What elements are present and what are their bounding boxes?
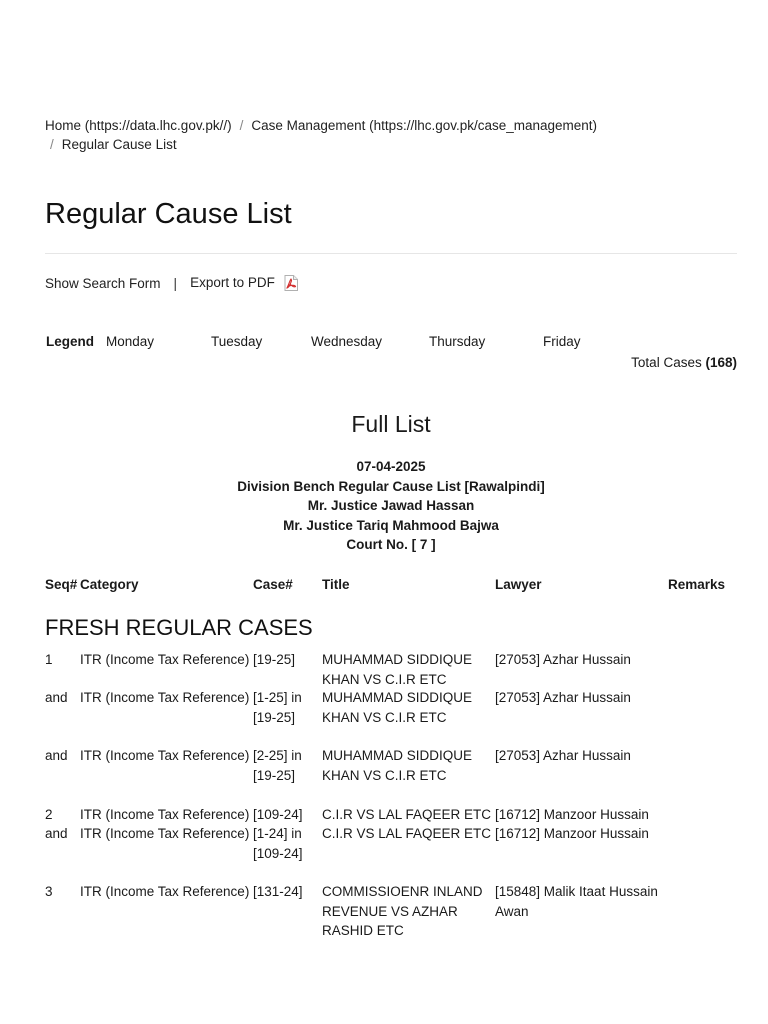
legend-day-friday: Friday (543, 334, 581, 349)
breadcrumb-separator: / (239, 118, 244, 133)
cell-title: MUHAMMAD SIDDIQUE KHAN VS C.I.R ETC (322, 652, 473, 687)
court-number: Court No. [ 7 ] (346, 537, 436, 552)
cell-lawyer: [16712] Manzoor Hussain (495, 807, 649, 822)
column-header-title: Title (322, 577, 350, 592)
cell-title: C.I.R VS LAL FAQEER ETC (322, 826, 492, 841)
cell-case: [131-24] (253, 884, 303, 899)
cell-title: MUHAMMAD SIDDIQUE KHAN VS C.I.R ETC (322, 690, 473, 725)
cell-case: [19-25] (253, 652, 296, 667)
export-pdf-link[interactable] (190, 275, 298, 291)
cause-list-header (45, 457, 737, 555)
legend-day-wednesday: Wednesday (311, 334, 383, 349)
total-cases (631, 355, 737, 370)
show-search-form-link[interactable]: Show Search Form (45, 275, 161, 291)
breadcrumb-case-management-link[interactable]: Case Management (https://lhc.gov.pk/case_management) (251, 118, 598, 133)
cell-seq: and (45, 826, 68, 841)
cell-seq: and (45, 690, 68, 705)
legend-day-monday: Monday (106, 334, 155, 349)
column-header-case: Case# (253, 577, 293, 592)
action-bar (45, 275, 298, 291)
action-separator: | (173, 275, 178, 291)
cell-case: [1-24] in [109-24] (253, 826, 303, 861)
cell-lawyer: [27053] Azhar Hussain (495, 748, 631, 763)
export-pdf-label: Export to PDF (190, 275, 275, 290)
cell-title: MUHAMMAD SIDDIQUE KHAN VS C.I.R ETC (322, 748, 473, 783)
column-header-lawyer: Lawyer (495, 577, 542, 592)
cell-lawyer: [27053] Azhar Hussain (495, 690, 631, 705)
legend-day-thursday: Thursday (429, 334, 486, 349)
judge-name: Mr. Justice Tariq Mahmood Bajwa (283, 517, 499, 533)
cell-seq: and (45, 748, 68, 763)
column-header-remarks: Remarks (668, 577, 726, 592)
cell-category: ITR (Income Tax Reference) (80, 748, 250, 763)
section-title: FRESH REGULAR CASES (45, 615, 313, 640)
cell-seq: 1 (45, 652, 53, 667)
cell-seq: 2 (45, 807, 53, 822)
cell-category: ITR (Income Tax Reference) (80, 807, 250, 822)
bench-title: Division Bench Regular Cause List [Rawalpindi] (237, 478, 545, 494)
cell-case: [109-24] (253, 807, 303, 822)
list-date: 07-04-2025 (356, 459, 426, 474)
cell-category: ITR (Income Tax Reference) (80, 884, 250, 899)
cell-category: ITR (Income Tax Reference) (80, 690, 250, 705)
cell-lawyer: [27053] Azhar Hussain (495, 652, 631, 667)
judge-name: Mr. Justice Jawad Hassan (307, 498, 475, 513)
column-header-seq: Seq# (45, 577, 78, 592)
breadcrumb (45, 116, 737, 154)
cell-title: C.I.R VS LAL FAQEER ETC (322, 807, 492, 822)
legend (45, 334, 737, 354)
cell-seq: 3 (45, 884, 53, 899)
cell-case: [1-25] in [19-25] (253, 690, 302, 725)
cell-case: [2-25] in [19-25] (253, 748, 302, 783)
breadcrumb-current: Regular Cause List (61, 137, 177, 152)
full-list-heading: Full List (351, 411, 431, 437)
pdf-icon (284, 275, 298, 291)
page-title: Regular Cause List (45, 198, 292, 230)
cell-title: COMMISSIOENR INLAND REVENUE VS AZHAR RASHID ETC (322, 884, 483, 938)
breadcrumb-home-link[interactable]: Home (https://data.lhc.gov.pk//) (45, 118, 232, 133)
title-divider (45, 253, 737, 254)
total-cases-count: (168) (705, 355, 737, 370)
breadcrumb-separator: / (50, 137, 54, 152)
total-cases-label: Total Cases (631, 355, 702, 370)
column-header-category: Category (80, 577, 139, 592)
cell-lawyer: [15848] Malik Itaat Hussain Awan (495, 884, 658, 919)
cell-category: ITR (Income Tax Reference) (80, 826, 250, 841)
cell-category: ITR (Income Tax Reference) (80, 652, 250, 667)
cell-lawyer: [16712] Manzoor Hussain (495, 826, 649, 841)
legend-day-tuesday: Tuesday (211, 334, 263, 349)
legend-title: Legend (46, 334, 95, 349)
